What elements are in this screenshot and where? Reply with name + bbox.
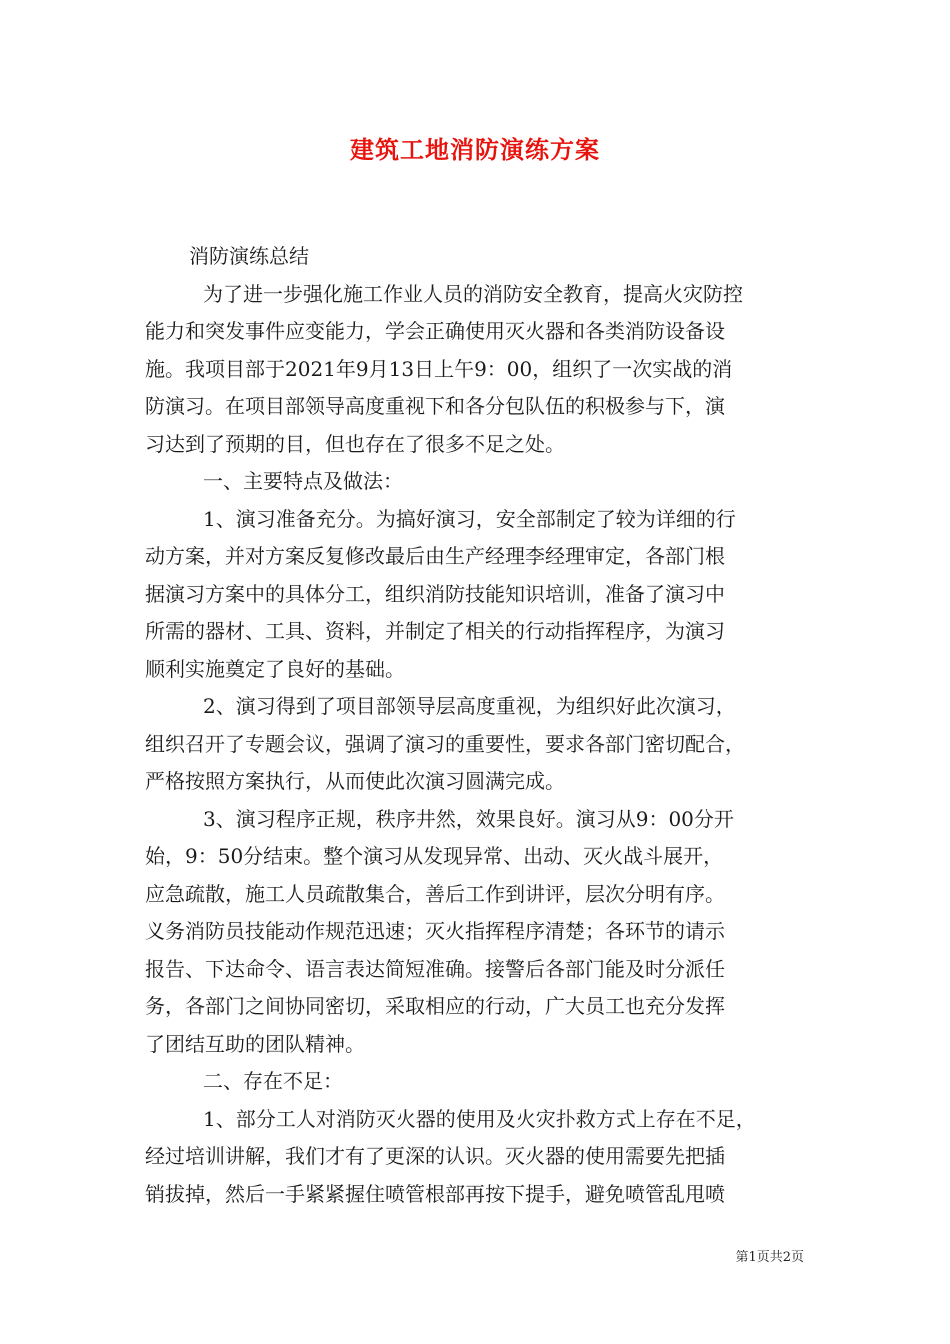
text-line: 所需的器材、工具、资料，并制定了相关的行动指挥程序，为演习 [145,619,725,643]
text-line: 为了进一步强化施工作业人员的消防安全教育，提高火灾防控 [203,281,743,306]
document-title: 建筑工地消防演练方案 [350,135,600,164]
text-line: 二、存在不足： [203,1069,343,1093]
text-line: 报告、下达命令、语言表达简短准确。接警后各部门能及时分派任 [145,956,725,981]
text-line: 施。我项目部于2021年9月13日上午9：00，组织了一次实战的消 [145,356,733,381]
text-line: 始，9：50分结束。整个演习从发现异常、出动、灭火战斗展开， [145,844,724,868]
paragraph-lines [145,276,809,1214]
text-line: 顺利实施奠定了良好的基础。 [145,656,405,681]
text-line: 应急疏散，施工人员疏散集合，善后工作到讲评，层次分明有序。 [145,881,725,906]
text-line: 务，各部门之间协同密切，采取相应的行动，广大员工也充分发挥 [145,994,725,1018]
text-line: 防演习。在项目部领导高度重视下和各分包队伍的积极参与下，演 [145,394,725,418]
text-line: 严格按照方案执行，从而使此次演习圆满完成。 [145,769,565,793]
text-line: 2、演习得到了项目部领导层高度重视，为组织好此次演习， [203,694,736,718]
text-line: 3、演习程序正规，秩序井然，效果良好。演习从9：00分开 [203,806,734,831]
text-line: 动方案，并对方案反复修改最后由生产经理李经理审定，各部门根 [145,544,725,568]
page-number: 第1页共2页 [735,1250,804,1265]
text-line: 习达到了预期的目，但也存在了很多不足之处。 [145,431,565,456]
text-line: 销拔掉，然后一手紧紧握住喷管根部再按下提手，避免喷管乱甩喷 [145,1181,725,1206]
text-line: 组织召开了专题会议，强调了演习的重要性，要求各部门密切配合， [145,731,745,756]
text-line: 1、演习准备充分。为搞好演习，安全部制定了较为详细的行 [203,506,736,531]
text-line: 一、主要特点及做法： [203,469,403,493]
text-line: 能力和突发事件应变能力，学会正确使用灭火器和各类消防设备设 [145,319,725,343]
text-line: 经过培训讲解，我们才有了更深的认识。灭火器的使用需要先把插 [145,1144,725,1168]
document-body [145,238,809,1213]
text-line: 据演习方案中的具体分工，组织消防技能知识培训，准备了演习中 [145,581,725,606]
text-line: 了团结互助的团队精神。 [145,1031,365,1056]
section-heading: 消防演练总结 [189,244,309,268]
text-line: 1、部分工人对消防灭火器的使用及火灾扑救方式上存在不足， [203,1106,756,1131]
text-line: 义务消防员技能动作规范迅速；灭火指挥程序清楚；各环节的请示 [145,919,725,943]
